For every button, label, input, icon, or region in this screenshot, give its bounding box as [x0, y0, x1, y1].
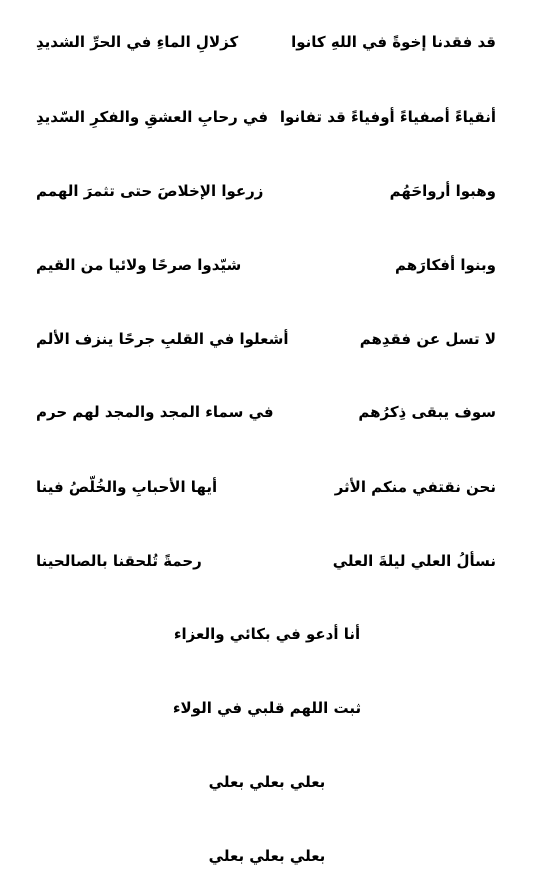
- verse-8-second-hemistich: رحمةً تُلحقنا بالصالحينا: [36, 552, 202, 570]
- verse-6-second-hemistich: في سماء المجد والمجد لهم حرم: [36, 403, 274, 421]
- verse-8-first-hemistich: نسألُ العلي ليلةَ العلي: [332, 552, 496, 570]
- verse-3-second-hemistich: زرعوا الإخلاصَ حتى تثمرَ الهمم: [36, 182, 264, 200]
- verse-1-second-hemistich: كزلالِ الماءِ في الحرِّ الشديدِ: [36, 33, 239, 51]
- verse-7-second-hemistich: أيها الأحبابِ والخُلّصُ فينا: [36, 478, 218, 496]
- verse-5-second-hemistich: أشعلوا في القلبِ جرحًا ينزف الألم: [36, 330, 289, 348]
- closing-line-2: ثبت اللهم قلبي في الولاء: [172, 699, 362, 717]
- verse-2-second-hemistich: في رحابِ العشقِ والفكرِ السّديدِ: [36, 108, 269, 126]
- closing-line-4: بعلي بعلي بعلي: [208, 847, 326, 865]
- verse-2-first-hemistich: أنقياءً أصفياءً أوفياءً قد تفانوا: [279, 108, 496, 126]
- verse-3-first-hemistich: وهبوا أرواحَهُم: [389, 182, 496, 200]
- verse-4-second-hemistich: شيّدوا صرحًا ولائيا من القيم: [36, 256, 242, 274]
- verse-1-first-hemistich: قد فقدنا إخوةً في اللهِ كانوا: [291, 33, 496, 51]
- closing-line-1: أنا أدعو في بكائي والعزاء: [173, 625, 361, 643]
- verse-6-first-hemistich: سوف يبقى ذِكرُهم: [358, 403, 496, 421]
- verse-7-first-hemistich: نحن نقتفي منكم الأثر: [334, 478, 496, 496]
- closing-line-3: بعلي بعلي بعلي: [208, 773, 326, 791]
- verse-5-first-hemistich: لا تسل عن فقدِهم: [359, 330, 496, 348]
- verse-4-first-hemistich: وبنوا أفكارَهم: [395, 256, 496, 274]
